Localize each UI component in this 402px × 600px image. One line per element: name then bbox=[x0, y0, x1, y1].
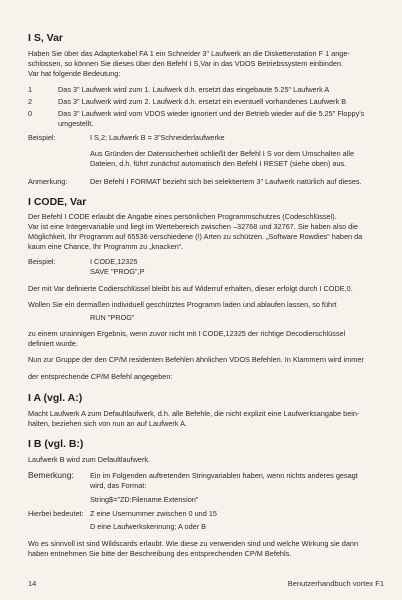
beispiel-label: Beispiel: bbox=[28, 133, 56, 142]
paragraph-line: Wo es sinnvoll ist sind Wildscards erlaubt. Wie diese zu verwenden sind und welche Wirkung sie dann bbox=[28, 539, 359, 548]
paragraph-line: zu einem unsinnigen Ergebnis, wenn zuvor nicht mit I CODE,12325 der richtige Decodierschlüssel bbox=[28, 329, 346, 338]
bemerkung-text: wird, das Format: bbox=[90, 481, 147, 490]
code-line: SAVE "PROG",P bbox=[90, 267, 145, 276]
code-line: RUN "PROG" bbox=[90, 313, 135, 322]
section-heading-icode: I CODE, Var bbox=[28, 196, 87, 208]
paragraph-line: Der Befehl I CODE erlaubt die Angabe eines persönlichen Programmschutzes (Codeschlüssel). bbox=[28, 212, 337, 221]
paragraph-line: definiert wurde. bbox=[28, 339, 78, 348]
beispiel-note: Aus Gründen der Datensicherheit schließt der Befehl I S vor dem Umschalten alle bbox=[90, 149, 355, 158]
paragraph-line: halten, beziehen sich von nun an auf Laufwerk A. bbox=[28, 419, 188, 428]
code-line: I CODE,12325 bbox=[90, 257, 138, 266]
paragraph-line: kaum eine Chance, Ihr Programm zu „knacken“. bbox=[28, 242, 184, 251]
paragraph-line: Der mit Var definierte Codierschlüssel bleibt bis auf Widerruf erhalten, dieser erfolgt durch I CODE,0. bbox=[28, 284, 353, 293]
list-item-number: 2 bbox=[28, 97, 33, 106]
anmerkung-text: Der Befehl I FORMAT bezieht sich bei selektiertem 3" Laufwerk natürlich auf dieses. bbox=[90, 177, 362, 186]
beispiel-label: Beispiel: bbox=[28, 257, 56, 266]
paragraph-line: schlossen, so können Sie dieses über den Befehl I S,Var in das VDOS Betriebssystem einbinden. bbox=[28, 59, 344, 68]
paragraph-line: Var ist eine Integervariable und liegt im Wertebereich zwischen –32768 und 32767. Sie haben also die bbox=[28, 222, 358, 231]
section-heading-ia: I A (vgl. A:) bbox=[28, 392, 83, 404]
bemerkung-label: Bemerkung: bbox=[28, 470, 74, 480]
paragraph-line: Laufwerk B wird zum Defaultlaufwerk. bbox=[28, 455, 151, 464]
section-heading-ib: I B (vgl. B:) bbox=[28, 438, 84, 450]
paragraph-line: haben entnehmen Sie bitte der Beschreibung des entsprechenden CP/M Befehls. bbox=[28, 549, 292, 558]
hierbei-item: D eine Laufwerkskennung; A oder B bbox=[90, 522, 207, 531]
beispiel-code: I S,2; Laufwerk B = 3"Schneiderlaufwerke bbox=[90, 133, 225, 142]
paragraph-line: Möglichkeit, Ihr Programm auf 65536 verschiedene (!) Arten zu schützen. „Software Rowdies“ haben da bbox=[28, 232, 363, 241]
beispiel-note: Dateien, d.h. führt zunächst automatisch den Befehl I RESET (siehe oben) aus. bbox=[90, 159, 347, 168]
list-item-text: Das 3" Laufwerk wird zum 1. Laufwerk d.h. ersetzt das eingebaute 5.25" Laufwerk A bbox=[58, 85, 330, 94]
list-item-text: umgestellt. bbox=[58, 119, 94, 128]
bemerkung-text: Ein im Folgenden auftretenden Stringvariablen haben, wenn nichts anderes gesagt bbox=[90, 471, 358, 480]
paragraph-line: Wollen Sie ein dermaßen individuell geschütztes Programm laden und ablaufen lassen, so führt bbox=[28, 300, 337, 309]
list-item-text: Das 3" Laufwerk wird zum 2. Laufwerk d.h. ersetzt ein eventuell vorhandenes Laufwerk B bbox=[58, 97, 347, 106]
hierbei-label: Hierbei bedeutet: bbox=[28, 509, 84, 518]
section-heading-is-var: I S, Var bbox=[28, 32, 64, 44]
list-item-number: 1 bbox=[28, 85, 33, 94]
hierbei-item: Z eine Usernummer zwischen 0 und 15 bbox=[90, 509, 217, 518]
paragraph-line: Macht Laufwerk A zum Defaultlaufwerk, d.h. alle Befehle, die nicht explizit eine Laufwerksangabe bein- bbox=[28, 409, 360, 418]
paragraph-line: Var hat folgende Bedeutung: bbox=[28, 69, 121, 78]
paragraph-line: Nun zur Gruppe der den CP/M residenten Befehlen ähnlichen VDOS Befehlen. In Klammern wird immer bbox=[28, 355, 364, 364]
paragraph-line: Haben Sie über das Adapterkabel FA 1 ein Schneider 3" Laufwerk an die Diskettenstation F 1 ange- bbox=[28, 49, 350, 58]
list-item-number: 0 bbox=[28, 109, 33, 118]
book-title: Benutzerhandbuch vortex F1 bbox=[287, 579, 384, 588]
paragraph-line: der entsprechende CP/M Befehl angegeben: bbox=[28, 372, 173, 381]
format-string: String$="ZD:Filename.Extension" bbox=[90, 495, 199, 504]
list-item-text: Das 3" Laufwerk wird vom VDOS wieder ignoriert und der Betrieb wieder auf die 5.25" Floppy's bbox=[58, 109, 365, 118]
page-number: 14 bbox=[28, 579, 37, 588]
anmerkung-label: Anmerkung: bbox=[28, 177, 68, 186]
